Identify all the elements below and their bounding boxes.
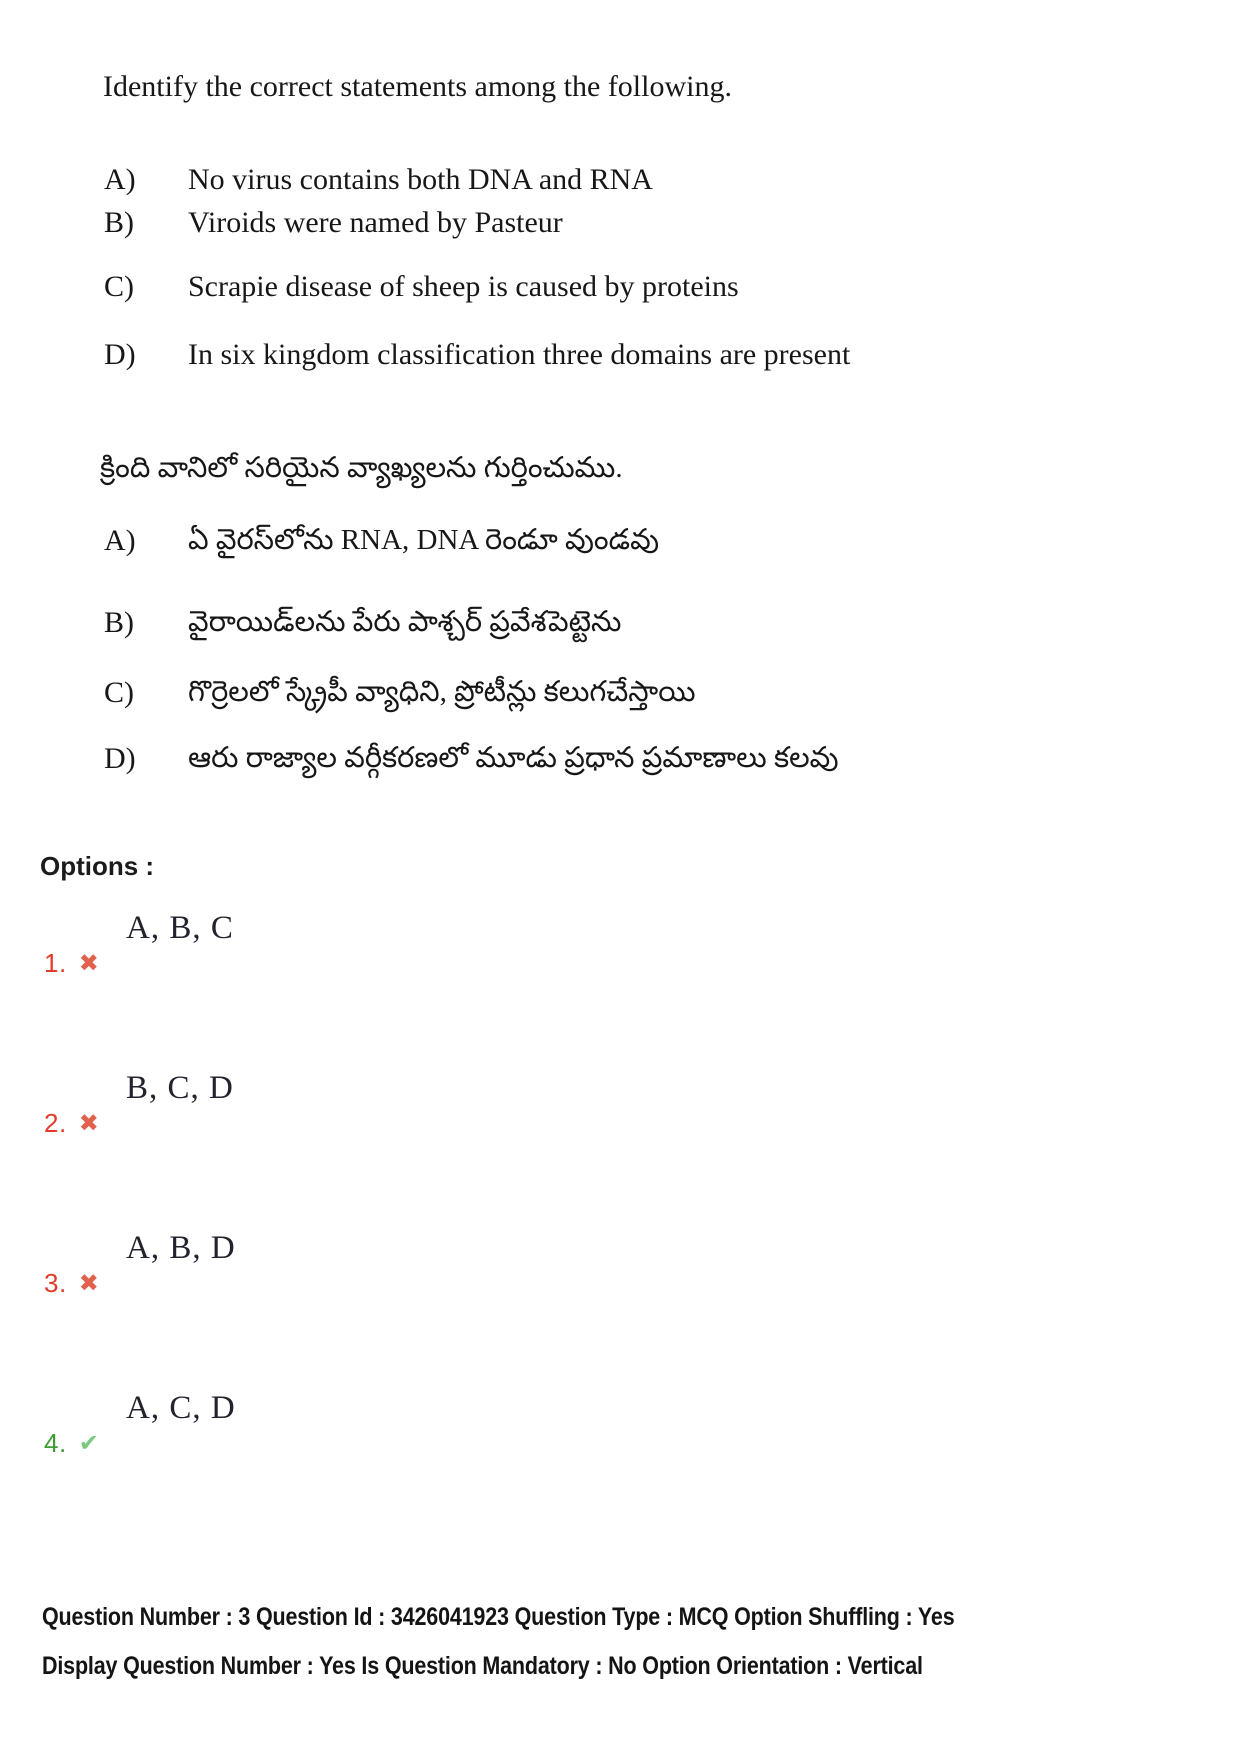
question-metadata-line-2: Display Question Number : Yes Is Question Mandatory : No Option Orientation : Vertical xyxy=(42,1652,923,1680)
answer-option-marker xyxy=(44,1108,99,1139)
answer-option-marker xyxy=(44,1268,99,1299)
statement-label: B) xyxy=(104,606,134,639)
statement-text: Scrapie disease of sheep is caused by proteins xyxy=(188,270,739,303)
statement-text: వైరాయిడ్‌లను పేరు పాశ్చర్ ప్రవేశపెట్టెను xyxy=(188,606,622,638)
answer-option-4[interactable] xyxy=(0,1390,1240,1480)
statement-text: No virus contains both DNA and RNA xyxy=(188,163,653,196)
statement-b-telugu xyxy=(0,606,1240,646)
statement-c-telugu xyxy=(0,676,1240,716)
statement-text: Viroids were named by Pasteur xyxy=(188,206,563,239)
cross-icon: ✖ xyxy=(78,950,99,977)
answer-option-text[interactable]: A, B, D xyxy=(126,1230,236,1266)
statement-text: ఆరు రాజ్యాల వర్గీకరణలో మూడు ప్రధాన ప్రమాణాలు కలవు xyxy=(188,742,839,774)
option-number: 1. xyxy=(44,948,67,978)
statement-label: B) xyxy=(104,206,134,239)
statement-text: In six kingdom classification three domains are present xyxy=(188,338,851,371)
options-heading: Options : xyxy=(40,851,155,881)
answer-option-3[interactable] xyxy=(0,1230,1240,1320)
statement-a-english xyxy=(0,163,1240,203)
answer-option-marker xyxy=(44,948,99,979)
statement-text: గొర్రెలలో స్క్రేపీ వ్యాధిని, ప్రోటీన్లు కలుగచేస్తాయి xyxy=(188,676,696,708)
answer-option-text[interactable]: A, C, D xyxy=(126,1390,236,1426)
statement-label: D) xyxy=(104,338,136,371)
question-prompt-english: Identify the correct statements among the following. xyxy=(103,70,732,103)
statement-label: C) xyxy=(104,676,134,709)
cross-icon: ✖ xyxy=(78,1110,99,1137)
cross-icon: ✖ xyxy=(78,1270,99,1297)
question-metadata-line-1: Question Number : 3 Question Id : 3426041923 Question Type : MCQ Option Shuffling : Yes xyxy=(42,1603,955,1631)
statement-label: C) xyxy=(104,270,134,303)
answer-option-marker xyxy=(44,1428,99,1459)
option-number: 3. xyxy=(44,1268,67,1298)
option-number: 2. xyxy=(44,1108,67,1138)
statement-d-telugu xyxy=(0,742,1240,782)
option-number: 4. xyxy=(44,1428,67,1458)
answer-option-2[interactable] xyxy=(0,1070,1240,1160)
statement-label: A) xyxy=(104,524,136,557)
answer-option-text[interactable]: B, C, D xyxy=(126,1070,234,1106)
statement-a-telugu xyxy=(0,524,1240,564)
statement-c-english xyxy=(0,270,1240,310)
question-prompt-telugu: క్రింది వానిలో సరియైన వ్యాఖ్యలను గుర్తించుము. xyxy=(100,452,623,484)
statement-label: A) xyxy=(104,163,136,196)
statement-text: ఏ వైరస్‌లోను RNA, DNA రెండూ వుండవు xyxy=(188,524,660,556)
answer-option-text[interactable]: A, B, C xyxy=(126,910,234,946)
check-icon: ✔ xyxy=(78,1430,99,1457)
answer-option-1[interactable] xyxy=(0,910,1240,1000)
statement-label: D) xyxy=(104,742,136,775)
statement-d-english xyxy=(0,338,1240,378)
statement-b-english xyxy=(0,206,1240,246)
